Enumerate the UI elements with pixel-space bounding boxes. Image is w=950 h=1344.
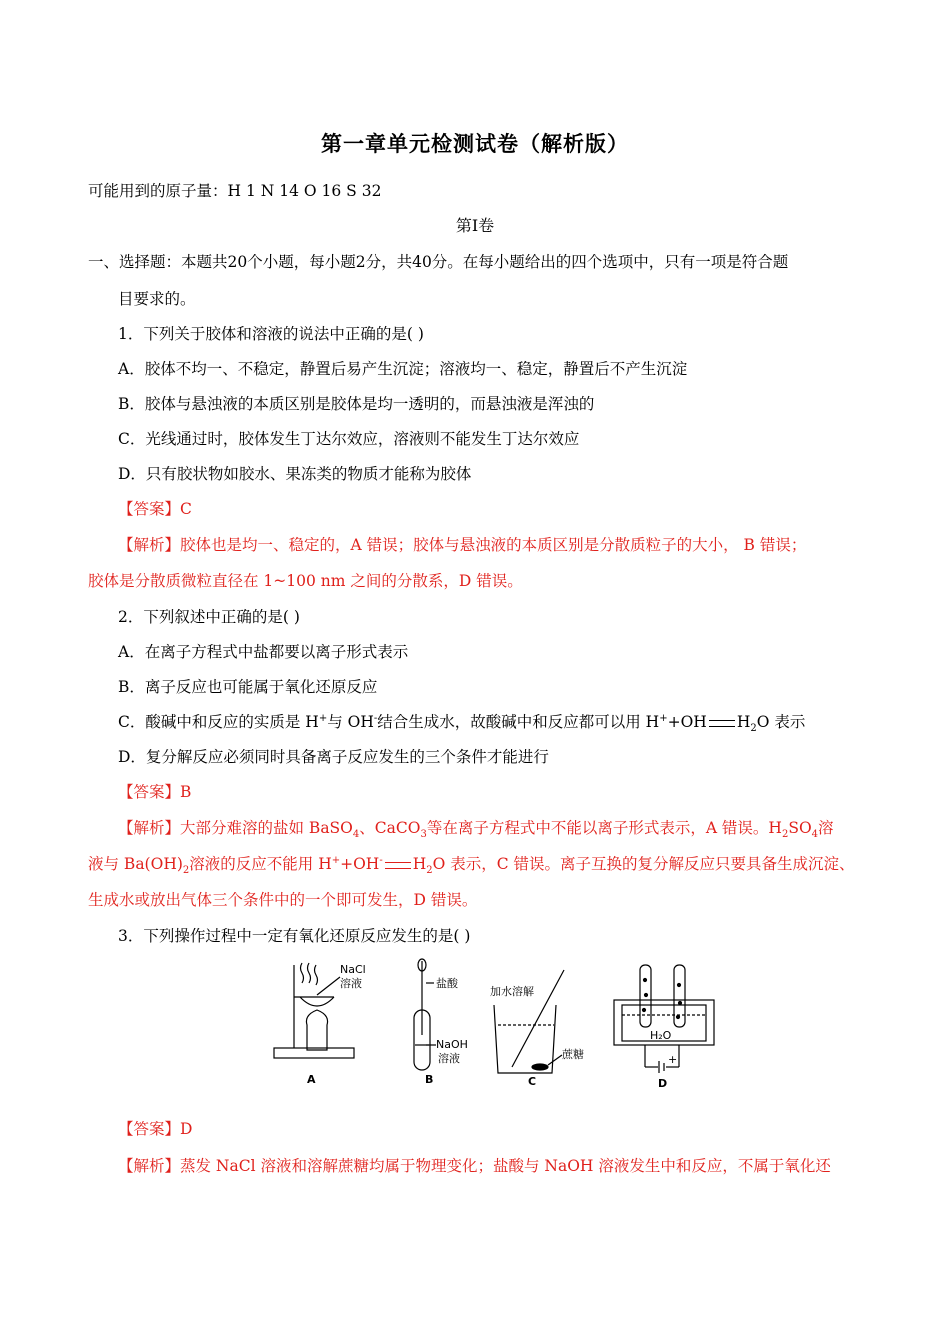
text-run: +OH — [340, 855, 380, 873]
apparatus-b — [414, 959, 436, 1070]
label-b: B — [425, 1073, 434, 1086]
q3-stem: 3．下列操作过程中一定有氧化还原反应发生的是( ) — [118, 927, 471, 945]
text-run: H — [412, 855, 427, 873]
text-run: O 表示 — [756, 713, 806, 731]
page-title: 第一章单元检测试卷（解析版） — [321, 131, 629, 156]
text-run: C．酸碱中和反应的实质是 H — [118, 713, 319, 731]
label-d-plus: + — [668, 1053, 678, 1066]
text-run: 液与 Ba(OH) — [88, 855, 183, 873]
subscript: 2 — [781, 829, 789, 841]
atomic-masses: 可能用到的原子量：H 1 N 14 O 16 S 32 — [88, 182, 382, 200]
text-run: 溶 — [818, 819, 834, 837]
label-c: C — [528, 1075, 537, 1088]
q1-option-a: A．胶体不均一、不稳定，静置后易产生沉淀；溶液均一、稳定，静置后不产生沉淀 — [118, 360, 688, 378]
q1-option-c: C．光线通过时，胶体发生丁达尔效应，溶液则不能发生丁达尔效应 — [118, 430, 580, 448]
label-a: A — [307, 1073, 316, 1086]
q3-answer: 【答案】D — [118, 1120, 193, 1138]
label-c-dissolve: 加水溶解 — [490, 985, 534, 998]
superscript: + — [331, 854, 341, 866]
label-d-water: H₂O — [650, 1029, 672, 1042]
q2-explanation — [118, 818, 834, 841]
q3-explanation: 【解析】蒸发 NaCl 溶液和溶解蔗糖均属于物理变化；盐酸与 NaOH 溶液发生中和反应，不属于氧化还 — [118, 1157, 831, 1175]
q1-explanation-cont: 胶体是分散质微粒直径在 1~100 nm 之间的分散系，D 错误。 — [88, 572, 523, 590]
text-run: +OH — [667, 713, 707, 731]
superscript: - — [373, 712, 378, 724]
subscript: 3 — [420, 829, 427, 841]
text-run: 结合生成水，故酸碱中和反应都可以用 H — [377, 713, 660, 731]
text-run: H — [736, 713, 751, 731]
superscript: + — [659, 712, 668, 724]
label-b-solution: 溶液 — [438, 1052, 460, 1065]
text-run: O 表示，C 错误。离子互换的复分解反应只要具备生成沉淀、 — [432, 855, 855, 873]
label-a-solution: 溶液 — [340, 977, 362, 990]
superscript: + — [318, 712, 328, 724]
q3-figure — [262, 955, 722, 1095]
section-heading-cont: 目要求的。 — [118, 290, 196, 308]
label-a-nacl: NaCl — [340, 963, 366, 976]
text-run: SO — [788, 819, 812, 837]
q2-explanation-cont — [88, 854, 855, 877]
label-c-sucrose: 蔗糖 — [562, 1048, 584, 1061]
text-run: 溶液的反应不能用 H — [189, 855, 332, 873]
q2-option-d: D．复分解反应必须同时具备离子反应发生的三个条件才能进行 — [118, 748, 549, 766]
q2-option-a: A．在离子方程式中盐都要以离子形式表示 — [118, 643, 409, 661]
text-run: 、CaCO — [359, 819, 421, 837]
q1-explanation: 【解析】胶体也是均一、稳定的，A 错误；胶体与悬浊液的本质区别是分散质粒子的大小， B 错误； — [118, 536, 807, 554]
superscript: - — [379, 854, 383, 866]
label-d: D — [658, 1077, 668, 1090]
text-run: 与 OH — [327, 713, 374, 731]
equals-sign — [709, 720, 735, 727]
equals-sign — [385, 862, 411, 869]
subscript: 4 — [811, 829, 819, 841]
subscript: 2 — [750, 723, 757, 735]
q2-answer: 【答案】B — [118, 783, 192, 801]
subscript: 2 — [182, 865, 190, 877]
q2-option-b: B．离子反应也可能属于氧化还原反应 — [118, 678, 378, 696]
apparatus-d — [614, 965, 714, 1073]
subscript: 2 — [426, 865, 433, 877]
q1-answer: 【答案】C — [118, 500, 192, 518]
q1-option-b: B．胶体与悬浊液的本质区别是胶体是均一透明的，而悬浊液是浑浊的 — [118, 395, 595, 413]
text-run: 【解析】大部分难溶的盐如 BaSO — [118, 819, 353, 837]
q2-option-c — [118, 712, 806, 735]
q2-explanation-cont2: 生成水或放出气体三个条件中的一个即可发生，D 错误。 — [88, 891, 478, 909]
volume-heading: 第Ⅰ卷 — [455, 216, 495, 235]
section-heading: 一、选择题：本题共20个小题，每小题2分，共40分。在每小题给出的四个选项中，只有一项是符合题 — [88, 253, 789, 271]
subscript: 4 — [352, 829, 360, 841]
q1-stem: 1．下列关于胶体和溶液的说法中正确的是( ) — [118, 325, 424, 343]
q1-option-d: D．只有胶状物如胶水、果冻类的物质才能称为胶体 — [118, 465, 472, 483]
label-b-naoh: NaOH — [436, 1038, 468, 1051]
q2-stem: 2．下列叙述中正确的是( ) — [118, 608, 300, 626]
label-b-hcl: 盐酸 — [436, 977, 458, 990]
text-run: 等在离子方程式中不能以离子形式表示，A 错误。H — [426, 819, 782, 837]
